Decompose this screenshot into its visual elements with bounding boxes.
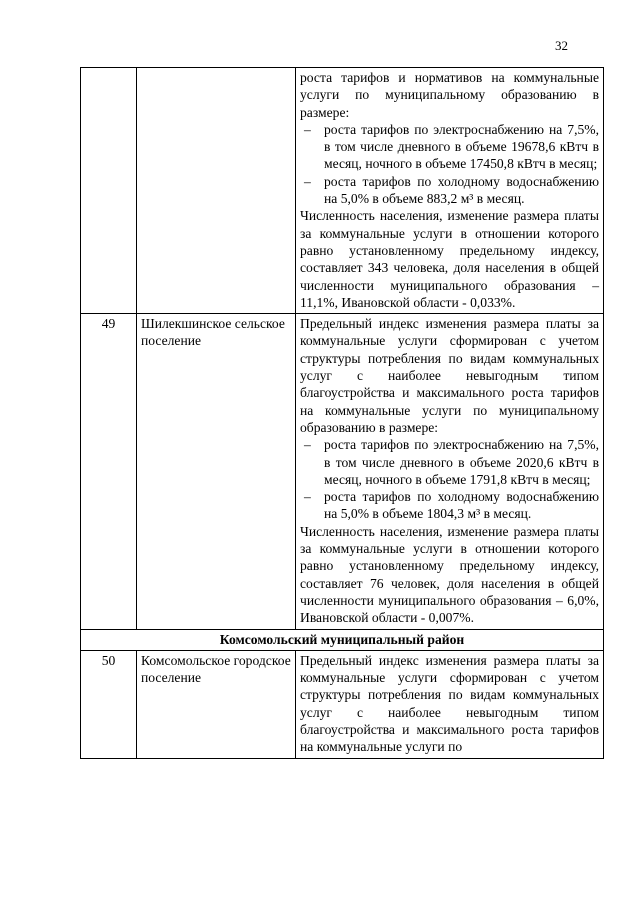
list-item — [300, 436, 599, 488]
description-cell — [296, 68, 604, 314]
row-number-cell — [81, 68, 137, 314]
list-dash: – — [304, 121, 311, 137]
table-row — [81, 68, 604, 314]
list-item — [300, 173, 599, 208]
table-row — [81, 650, 604, 758]
description-cell — [296, 314, 604, 629]
tariff-table — [80, 67, 604, 759]
population-paragraph: Численность населения, изменение размера платы за коммунальные услуги в отношении которого равно установленному предельному индексу, составляет 343 человека, доля населения в общей численности муниципального образования – 11,1%, Ивановской области - 0,033%. — [300, 208, 599, 310]
description-cell: Предельный индекс изменения размера платы за коммунальные услуги сформирован с учетом структуры потребления по видам коммунальных услуг с наиболее невыгодным типом благоустройства и максимального роста тарифов на коммунальные услуги по — [296, 650, 604, 758]
list-item — [300, 488, 599, 523]
row-number-cell: 49 — [81, 314, 137, 629]
section-row — [81, 629, 604, 650]
list-dash: – — [304, 489, 311, 505]
municipality-cell — [137, 68, 296, 314]
list-dash: – — [304, 437, 311, 453]
list-item-text: роста тарифов по холодному водоснабжению на 5,0% в объеме 883,2 м³ в месяц. — [324, 173, 599, 207]
row-number-cell: 50 — [81, 650, 137, 758]
section-header: Комсомольский муниципальный район — [81, 629, 604, 650]
population-paragraph: Численность населения, изменение размера платы за коммунальные услуги в отношении которого равно установленному предельному индексу, составляет 76 человек, доля населения в общей численности муниципального образования – 6,0%, Ивановской области - 0,007%. — [300, 523, 599, 626]
tariff-list — [300, 121, 599, 207]
list-item-text: роста тарифов по электроснабжению на 7,5%, в том числе дневного в объеме 19678,6 кВтч в месяц, ночного в объеме 17450,8 кВтч в месяц; — [324, 121, 599, 172]
page-number: 32 — [555, 38, 568, 53]
list-item-text: роста тарифов по холодному водоснабжению на 5,0% в объеме 1804,3 м³ в месяц. — [324, 489, 599, 522]
table-row — [81, 314, 604, 629]
tariff-list — [300, 436, 599, 522]
municipality-cell: Шилекшинское сельское поселение — [137, 314, 296, 629]
list-item — [300, 121, 599, 173]
municipality-cell: Комсомольское городское поселение — [137, 650, 296, 758]
list-dash: – — [304, 173, 311, 189]
list-item-text: роста тарифов по электроснабжению на 7,5%, в том числе дневного в объеме 2020,6 кВтч в месяц, ночного в объеме 1791,8 кВтч в месяц; — [324, 437, 599, 487]
description-intro: роста тарифов и нормативов на коммунальные услуги по муниципальному образованию в размере: — [300, 70, 599, 120]
description-intro: Предельный индекс изменения размера платы за коммунальные услуги сформирован с учетом структуры потребления по видам коммунальных услуг с наиболее невыгодным типом благоустройства и максимального роста тарифов на коммунальные услуги по муниципальному образованию в размере: — [300, 316, 599, 435]
